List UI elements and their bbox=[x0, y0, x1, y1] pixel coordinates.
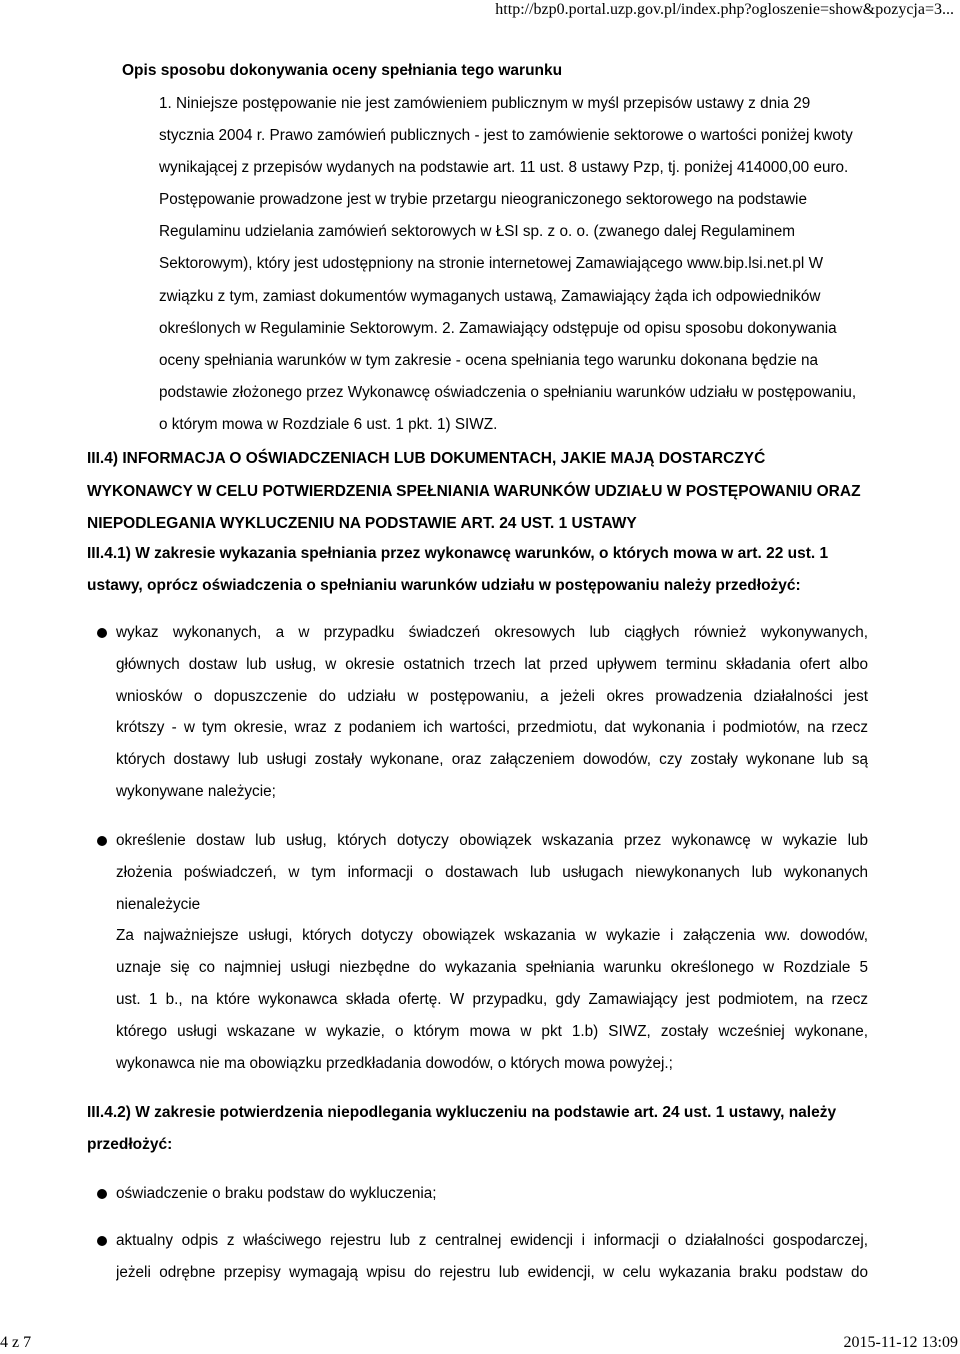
list-item-line: wykaz wykonanych, a w przypadku świadczeń okresowych lub ciągłych również wykonywanych, bbox=[116, 624, 868, 641]
list-item-line: Za najważniejsze usługi, których dotyczy obowiązek wskazania w wykazie i załączenia ww. dowodów, bbox=[116, 927, 868, 945]
bullet-icon bbox=[97, 628, 107, 638]
list-item bbox=[116, 825, 868, 1079]
list-item-line: którego usługi wskazane w wykazie, o którym mowa w pkt 1.b) SIWZ, zostały wcześniej wykonane, bbox=[116, 1022, 868, 1040]
subsection-iii42-heading bbox=[87, 1097, 907, 1161]
page-url: http://bzp0.portal.uzp.gov.pl/index.php?ogloszenie=show&pozycja=3... bbox=[495, 1, 954, 18]
opis-line: wynikającej z przepisów wydanych na podstawie art. 11 ust. 8 ustawy Pzp, tj. poniżej 414000,00 euro. bbox=[159, 159, 849, 177]
list-item-line: wniosków o dopuszczenie do udziału w postępowaniu, a jeżeli okres prowadzenia działalności jest bbox=[116, 687, 868, 705]
bullet-icon bbox=[97, 836, 107, 846]
list-item-line: nienależycie bbox=[116, 895, 201, 913]
opis-line: oceny spełniania warunków w tym zakresie - ocena spełniania tego warunku dokonana będzie na bbox=[159, 351, 819, 369]
opis-line: podstawie złożonego przez Wykonawcę oświadczenia o spełnianiu warunków udziału w postępowaniu, bbox=[159, 383, 857, 401]
section-heading-line: NIEPODLEGANIA WYKLUCZENIU NA PODSTAWIE ART. 24 UST. 1 USTAWY bbox=[87, 515, 637, 532]
opis-line: 1. Niniejsze postępowanie nie jest zamówieniem publicznym w myśl przepisów ustawy z dnia 29 bbox=[159, 95, 811, 112]
bullet-icon bbox=[97, 1236, 107, 1246]
subsection-heading-line: III.4.2) W zakresie potwierdzenia niepodlegania wykluczeniu na podstawie art. 24 ust. 1 ustawy, należy bbox=[87, 1104, 837, 1121]
subsection-heading-line: ustawy, oprócz oświadczenia o spełnianiu warunków udziału w postępowaniu należy przedłożyć: bbox=[87, 577, 801, 594]
section-iii4-heading bbox=[87, 443, 907, 541]
page-number: 4 z 7 bbox=[0, 1334, 32, 1351]
section-heading-line: WYKONAWCY W CELU POTWIERDZENIA SPEŁNIANIA WARUNKÓW UDZIAŁU W POSTĘPOWANIU ORAZ bbox=[87, 482, 861, 500]
list-item-line: krótszy - w tym okresie, wraz z podaniem ich wartości, przedmiotu, dat wykonania i podmiotów, na rzecz bbox=[116, 719, 868, 737]
list-item-line: których dostawy lub usługi zostały wykonane, oraz załączeniem dowodów, czy zostały wykonane lub są bbox=[116, 751, 868, 769]
section-heading-line: III.4) INFORMACJA O OŚWIADCZENIACH LUB DOKUMENTACH, JAKIE MAJĄ DOSTARCZYĆ bbox=[87, 450, 766, 467]
list-item bbox=[116, 617, 868, 808]
subsection-iii41-heading bbox=[87, 538, 907, 602]
list-item-line: złożenia poświadczeń, w tym informacji o dostawach lub usługach niewykonanych lub wykonanych bbox=[116, 863, 868, 881]
list-item-line: aktualny odpis z właściwego rejestru lub z centralnej ewidencji i informacji o działalności gospodarczej, bbox=[116, 1232, 868, 1249]
opis-paragraph bbox=[159, 88, 899, 441]
list-item-line: jeżeli odrębne przepisy wymagają wpisu do rejestru lub ewidencji, w celu wykazania braku podstaw do bbox=[116, 1263, 868, 1281]
list-item-line: ust. 1 b., na które wykonawca składa ofertę. W przypadku, gdy Zamawiający jest podmiotem, na rzecz bbox=[116, 990, 868, 1008]
print-datetime: 2015-11-12 13:09 bbox=[843, 1334, 958, 1351]
opis-heading: Opis sposobu dokonywania oceny spełniania tego warunku bbox=[122, 62, 563, 79]
opis-line: o którym mowa w Rozdziale 6 ust. 1 pkt. 1) SIWZ. bbox=[159, 415, 498, 433]
list-item-line: głównych dostaw lub usług, w okresie ostatnich trzech lat przed upływem terminu składania ofert albo bbox=[116, 655, 868, 673]
opis-line: Regulaminu udzielania zamówień sektorowych w ŁSI sp. z o. o. (zwanego dalej Regulaminem bbox=[159, 223, 795, 241]
opis-line: Postępowanie prowadzone jest w trybie przetargu nieograniczonego sektorowego na podstawie bbox=[159, 191, 807, 209]
list-item bbox=[116, 1225, 868, 1289]
opis-line: związku z tym, zamiast dokumentów wymaganych ustawą, Zamawiający żąda ich odpowiedników bbox=[159, 287, 821, 305]
subsection-heading-line: przedłożyć: bbox=[87, 1136, 173, 1153]
list-item bbox=[116, 1178, 868, 1210]
list-item-line: uznaje się co najmniej usługi niezbędne do wykazania spełniania warunku określonego w Rozdziale 5 bbox=[116, 959, 868, 977]
opis-line: stycznia 2004 r. Prawo zamówień publicznych - jest to zamówienie sektorowe o wartości poniżej kwoty bbox=[159, 127, 853, 145]
list-item-line: określenie dostaw lub usług, których dotyczy obowiązek wskazania przez wykonawcę w wykazie lub bbox=[116, 832, 868, 849]
opis-line: określonych w Regulaminie Sektorowym. 2. Zamawiający odstępuje od opisu sposobu dokonywania bbox=[159, 319, 837, 337]
subsection-heading-line: III.4.1) W zakresie wykazania spełniania przez wykonawcę warunków, o których mowa w art. 22 ust. 1 bbox=[87, 545, 829, 562]
list-item-line: wykonawca nie ma obowiązku przedkładania dowodów, o których mowa powyżej.; bbox=[116, 1054, 673, 1072]
opis-line: Sektorowym), który jest udostępniony na stronie internetowej Zamawiającego www.bip.lsi.net.pl W bbox=[159, 255, 824, 273]
list-item-line: oświadczenie o braku podstaw do wykluczenia; bbox=[116, 1185, 437, 1202]
list-item-line: wykonywane należycie; bbox=[116, 782, 276, 800]
bullet-icon bbox=[97, 1189, 107, 1199]
